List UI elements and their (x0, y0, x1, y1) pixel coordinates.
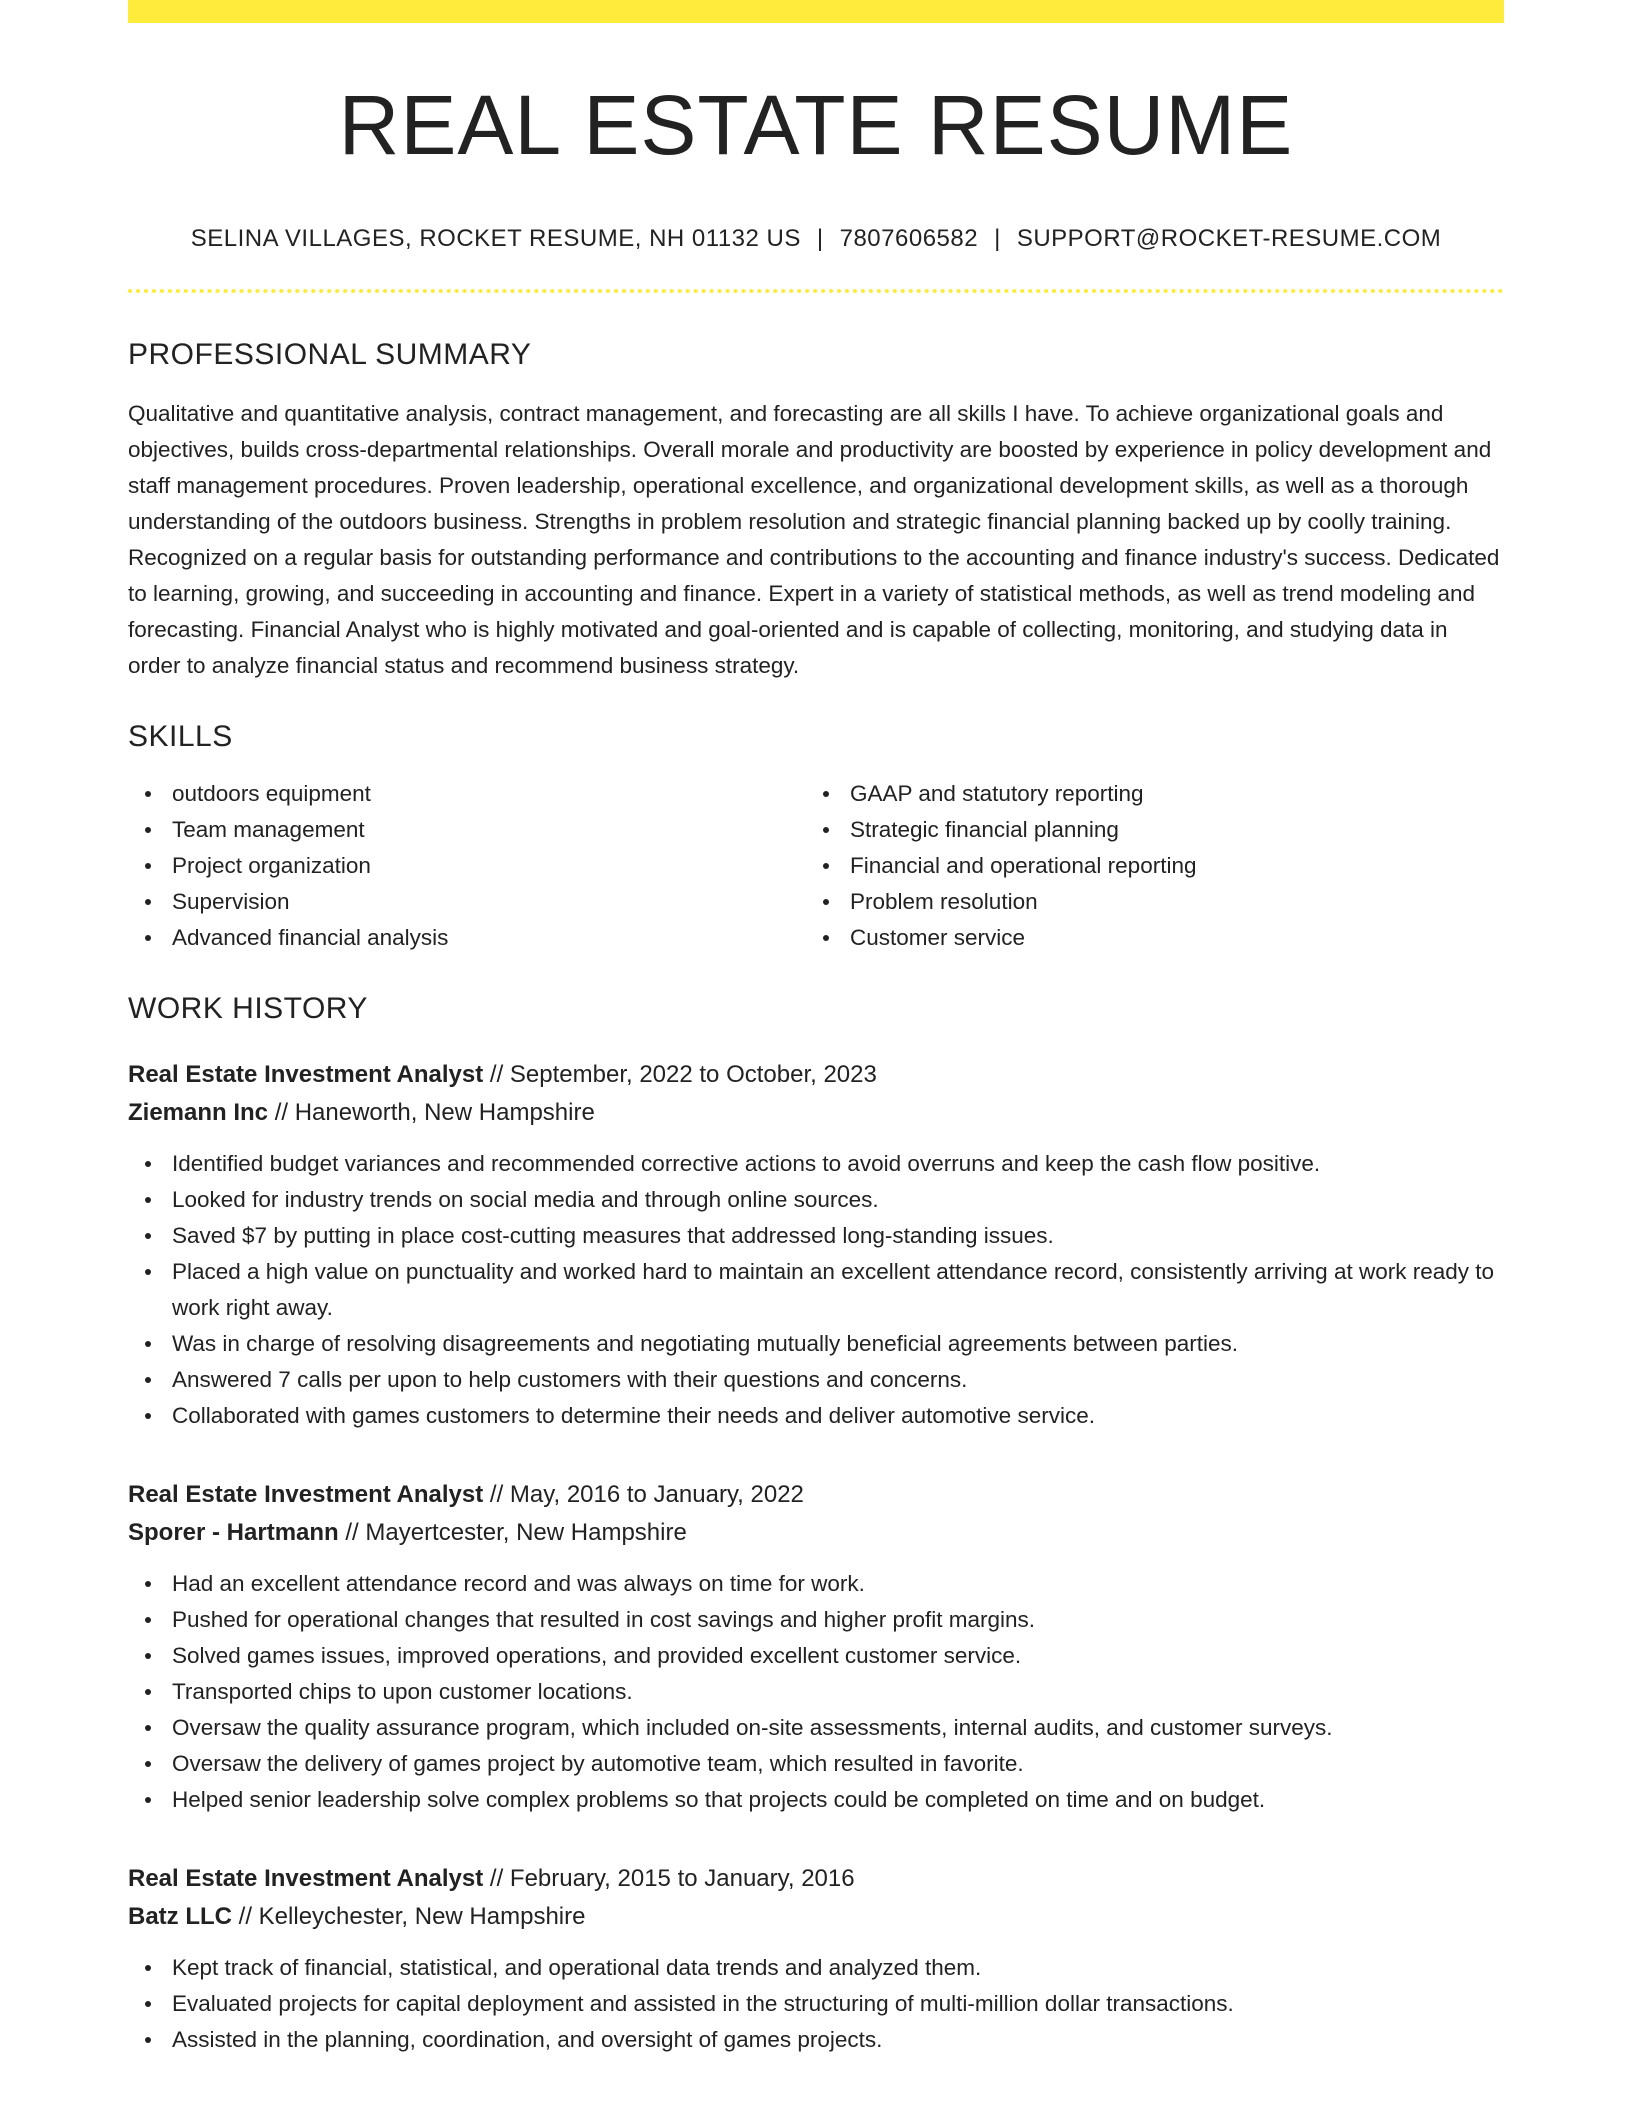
job-location: // Mayertcester, New Hampshire (338, 1519, 687, 1546)
skills-heading: SKILLS (128, 720, 233, 753)
job-dates: // February, 2015 to January, 2016 (483, 1865, 855, 1892)
job-title-line (128, 1056, 1504, 1094)
skill-item (806, 920, 1484, 956)
job-bullet-text: Placed a high value on punctuality and worked hard to maintain an excellent attendance record, consistently arriving at work ready to work right away. (172, 1259, 1495, 1320)
job-bullet (128, 1986, 1504, 2022)
bullet-icon (145, 1341, 151, 1347)
bullet-icon (145, 1653, 151, 1659)
job-bullets (128, 1146, 1504, 1434)
skill-item (128, 776, 806, 812)
contact-email: SUPPORT@ROCKET-RESUME.COM (1016, 225, 1442, 252)
summary-heading: PROFESSIONAL SUMMARY (128, 338, 532, 371)
job-entry (128, 1056, 1504, 1434)
job-entry (128, 1860, 1504, 2058)
job-bullet-text: Kept track of financial, statistical, and operational data trends and analyzed them. (172, 1955, 982, 1980)
job-bullet-text: Oversaw the quality assurance program, which included on-site assessments, internal audits, and customer surveys. (172, 1715, 1333, 1740)
bullet-icon (145, 1161, 151, 1167)
job-bullet (128, 1638, 1504, 1674)
bullet-icon (145, 791, 151, 797)
skill-item (128, 848, 806, 884)
skill-item (128, 884, 806, 920)
bullet-icon (145, 1197, 151, 1203)
top-accent-bar (128, 0, 1504, 23)
job-bullet-text: Helped senior leadership solve complex problems so that projects could be completed on time and on budget. (172, 1787, 1266, 1812)
job-bullets (128, 1566, 1504, 1818)
job-bullet-text: Had an excellent attendance record and was always on time for work. (172, 1571, 865, 1596)
bullet-icon (145, 1725, 151, 1731)
dotted-divider (128, 289, 1504, 293)
bullet-icon (823, 827, 829, 833)
bullet-icon (145, 1269, 151, 1275)
job-company-line (128, 1094, 1504, 1132)
job-bullets (128, 1950, 1504, 2058)
bullet-icon (145, 1581, 151, 1587)
bullet-icon (145, 1797, 151, 1803)
job-bullet (128, 1254, 1504, 1326)
job-bullet (128, 1674, 1504, 1710)
job-bullet-text: Looked for industry trends on social media and through online sources. (172, 1187, 879, 1212)
job-bullet (128, 1182, 1504, 1218)
skill-text: Customer service (850, 925, 1026, 950)
job-bullet (128, 1950, 1504, 1986)
bullet-icon (145, 1377, 151, 1383)
job-company: Ziemann Inc (128, 1099, 269, 1126)
job-title: Real Estate Investment Analyst (128, 1865, 484, 1892)
bullet-icon (823, 935, 829, 941)
bullet-icon (145, 1413, 151, 1419)
skill-item (128, 920, 806, 956)
bullet-icon (145, 1689, 151, 1695)
work-history-heading: WORK HISTORY (128, 992, 368, 1025)
bullet-icon (145, 2001, 151, 2007)
bullet-icon (145, 863, 151, 869)
job-bullet-text: Identified budget variances and recommended corrective actions to avoid overruns and keep the cash flow positive. (172, 1151, 1321, 1176)
bullet-icon (145, 935, 151, 941)
job-entry (128, 1476, 1504, 1818)
contact-phone: 7807606582 (839, 225, 979, 252)
bullet-icon (145, 827, 151, 833)
job-bullet (128, 1326, 1504, 1362)
job-dates: // May, 2016 to January, 2022 (483, 1481, 804, 1508)
job-bullet (128, 1710, 1504, 1746)
job-bullet-text: Was in charge of resolving disagreements and negotiating mutually beneficial agreements between parties. (172, 1331, 1239, 1356)
job-location: // Haneworth, New Hampshire (268, 1099, 595, 1126)
job-bullet-text: Transported chips to upon customer locations. (172, 1679, 633, 1704)
job-location: // Kelleychester, New Hampshire (232, 1903, 586, 1930)
job-bullet (128, 2022, 1504, 2058)
bullet-icon (145, 1617, 151, 1623)
skill-text: Financial and operational reporting (850, 853, 1197, 878)
job-dates: // September, 2022 to October, 2023 (483, 1061, 877, 1088)
job-bullet-text: Saved $7 by putting in place cost-cutting measures that addressed long-standing issues. (172, 1223, 1054, 1248)
skill-item (806, 776, 1484, 812)
job-company: Batz LLC (128, 1903, 232, 1930)
skill-item (806, 812, 1484, 848)
bullet-icon (823, 791, 829, 797)
job-bullet-text: Answered 7 calls per upon to help customers with their questions and concerns. (172, 1367, 968, 1392)
job-bullet-text: Solved games issues, improved operations, and provided excellent customer service. (172, 1643, 1022, 1668)
bullet-icon (145, 1761, 151, 1767)
skill-text: Strategic financial planning (850, 817, 1119, 842)
job-bullet (128, 1566, 1504, 1602)
bullet-icon (145, 899, 151, 905)
skill-item (806, 884, 1484, 920)
job-company-line (128, 1514, 1504, 1552)
skills-column-right (806, 776, 1484, 956)
summary-text: Qualitative and quantitative analysis, contract management, and forecasting are all skills I have. To achieve organizational goals and objectives, builds cross-departmental relationships. Overall morale and productivity are boosted by experience in policy development and staff management procedures. Proven leadership, operational excellence, and organizational development skills, as well as a thorough understanding of the outdoors business. Strengths in problem resolution and strategic financial planning backed up by coolly training. Recognized on a regular basis for outstanding performance and contributions to the accounting and finance industry's success. Dedicated to learning, growing, and succeeding in accounting and finance. Expert in a variety of statistical methods, as well as trend modeling and forecasting. Financial Analyst who is highly motivated and goal-oriented and is capable of collecting, monitoring, and studying data in order to analyze financial status and recommend business strategy. (128, 401, 1500, 678)
job-bullet-text: Assisted in the planning, coordination, and oversight of games projects. (172, 2027, 883, 2052)
skills-list (128, 776, 1504, 956)
contact-separator: | (994, 225, 1001, 252)
job-title: Real Estate Investment Analyst (128, 1061, 484, 1088)
job-bullet (128, 1218, 1504, 1254)
job-bullet (128, 1362, 1504, 1398)
resume-page (128, 0, 1504, 2058)
job-bullet-text: Evaluated projects for capital deployment and assisted in the structuring of multi-million dollar transactions. (172, 1991, 1234, 2016)
skill-text: Advanced financial analysis (172, 925, 449, 950)
job-bullet-text: Pushed for operational changes that resulted in cost savings and higher profit margins. (172, 1607, 1036, 1632)
contact-separator: | (816, 225, 824, 252)
bullet-icon (823, 899, 829, 905)
job-title: Real Estate Investment Analyst (128, 1481, 484, 1508)
job-bullet (128, 1146, 1504, 1182)
bullet-icon (145, 1965, 151, 1971)
contact-line (128, 225, 1504, 253)
skills-column-left (128, 776, 806, 956)
job-bullet-text: Collaborated with games customers to determine their needs and deliver automotive service. (172, 1403, 1095, 1428)
job-title-line (128, 1860, 1504, 1898)
skill-text: outdoors equipment (172, 781, 371, 806)
skill-item (806, 848, 1484, 884)
job-bullet (128, 1398, 1504, 1434)
bullet-icon (145, 1233, 151, 1239)
skill-text: Project organization (172, 853, 371, 878)
resume-title: REAL ESTATE RESUME (338, 78, 1294, 172)
job-title-line (128, 1476, 1504, 1514)
job-bullet (128, 1782, 1504, 1818)
skill-text: Supervision (172, 889, 290, 914)
job-bullet (128, 1602, 1504, 1638)
skill-text: Team management (172, 817, 365, 842)
skill-item (128, 812, 806, 848)
skill-text: Problem resolution (850, 889, 1038, 914)
job-company-line (128, 1898, 1504, 1936)
contact-address: SELINA VILLAGES, ROCKET RESUME, NH 01132 US (190, 225, 801, 252)
bullet-icon (145, 2037, 151, 2043)
job-company: Sporer - Hartmann (128, 1519, 339, 1546)
job-bullet-text: Oversaw the delivery of games project by automotive team, which resulted in favorite. (172, 1751, 1024, 1776)
job-bullet (128, 1746, 1504, 1782)
skill-text: GAAP and statutory reporting (850, 781, 1144, 806)
bullet-icon (823, 863, 829, 869)
